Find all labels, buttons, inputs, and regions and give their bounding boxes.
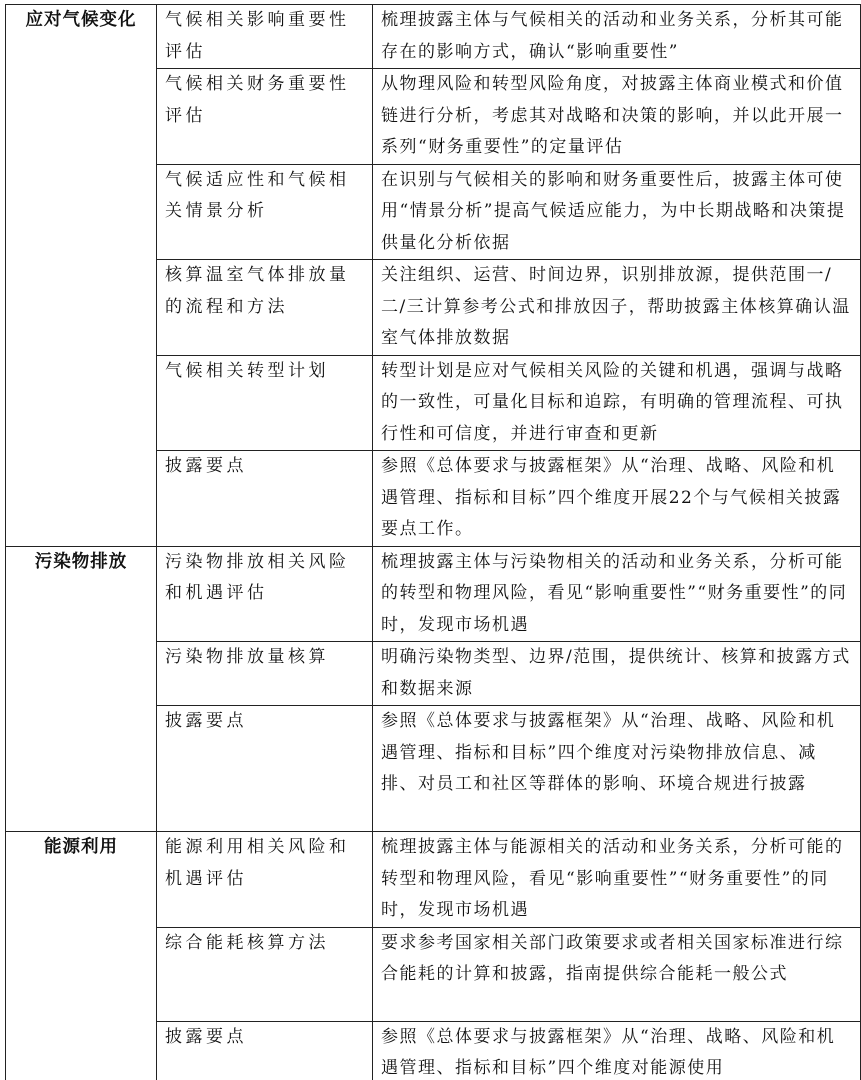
- item-cell: 披露要点: [157, 706, 373, 832]
- description-cell: 参照《总体要求与披露框架》从“治理、战略、风险和机遇管理、指标和目标”四个维度对污染物排放信息、减排、对员工和社区等群体的影响、环境合规进行披露: [373, 706, 861, 832]
- description-cell: 关注组织、运营、时间边界，识别排放源，提供范围一/二/三计算参考公式和排放因子，帮助披露主体核算确认温室气体排放数据: [373, 260, 861, 356]
- category-cell: 能源利用: [6, 832, 157, 1080]
- item-cell: 披露要点: [157, 451, 373, 547]
- table-row: [6, 5, 861, 69]
- description-cell: 要求参考国家相关部门政策要求或者相关国家标准进行综合能耗的计算和披露，指南提供综合能耗一般公式: [373, 927, 861, 1021]
- description-cell: 在识别与气候相关的影响和财务重要性后，披露主体可使用“情景分析”提高气候适应能力，为中长期战略和决策提供量化分析依据: [373, 164, 861, 260]
- category-cell: 污染物排放: [6, 546, 157, 832]
- item-cell: 气候相关影响重要性评估: [157, 5, 373, 69]
- description-cell: 参照《总体要求与披露框架》从“治理、战略、风险和机遇管理、指标和目标”四个维度开展22个与气候相关披露要点工作。: [373, 451, 861, 547]
- table-row: [6, 832, 861, 928]
- description-cell: 从物理风险和转型风险角度，对披露主体商业模式和价值链进行分析，考虑其对战略和决策的影响，并以此开展一系列“财务重要性”的定量评估: [373, 69, 861, 165]
- item-cell: 污染物排放量核算: [157, 642, 373, 706]
- description-cell: 参照《总体要求与披露框架》从“治理、战略、风险和机遇管理、指标和目标”四个维度对能源使用: [373, 1021, 861, 1080]
- description-cell: 梳理披露主体与污染物相关的活动和业务关系，分析可能的转型和物理风险，看见“影响重要性”“财务重要性”的同时，发现市场机遇: [373, 546, 861, 642]
- item-cell: 综合能耗核算方法: [157, 927, 373, 1021]
- item-cell: 能源利用相关风险和机遇评估: [157, 832, 373, 928]
- item-cell: 气候适应性和气候相关情景分析: [157, 164, 373, 260]
- disclosure-table: [5, 4, 861, 1080]
- description-cell: 梳理披露主体与气候相关的活动和业务关系，分析其可能存在的影响方式，确认“影响重要性”: [373, 5, 861, 69]
- table-body: [6, 5, 861, 1080]
- item-cell: 气候相关转型计划: [157, 355, 373, 451]
- item-cell: 核算温室气体排放量的流程和方法: [157, 260, 373, 356]
- table-row: [6, 546, 861, 642]
- item-cell: 披露要点: [157, 1021, 373, 1080]
- description-cell: 梳理披露主体与能源相关的活动和业务关系，分析可能的转型和物理风险，看见“影响重要性”“财务重要性”的同时，发现市场机遇: [373, 832, 861, 928]
- category-cell: 应对气候变化: [6, 5, 157, 547]
- description-cell: 转型计划是应对气候相关风险的关键和机遇，强调与战略的一致性，可量化目标和追踪，有明确的管理流程、可执行性和可信度，并进行审查和更新: [373, 355, 861, 451]
- item-cell: 污染物排放相关风险和机遇评估: [157, 546, 373, 642]
- description-cell: 明确污染物类型、边界/范围，提供统计、核算和披露方式和数据来源: [373, 642, 861, 706]
- item-cell: 气候相关财务重要性评估: [157, 69, 373, 165]
